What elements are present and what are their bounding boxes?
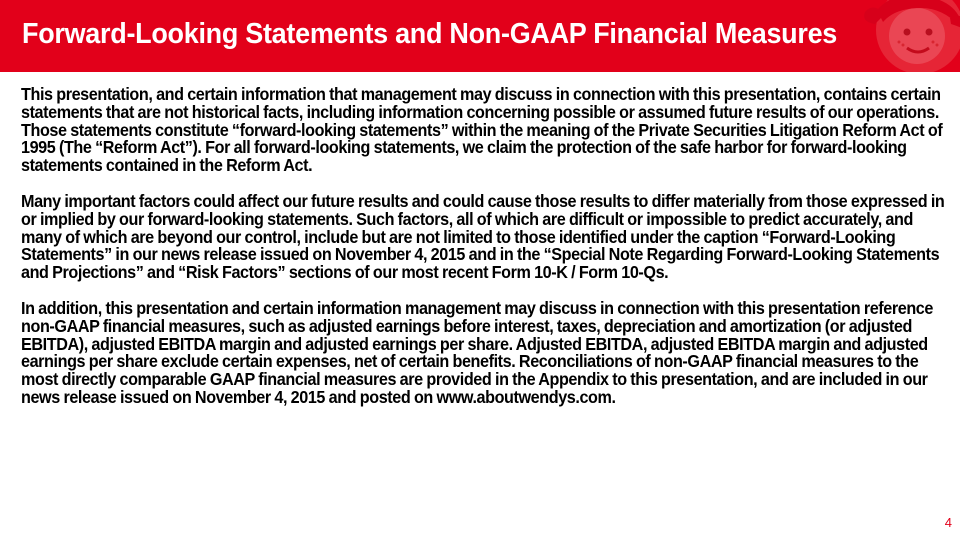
wendys-girl-logo-icon <box>825 0 960 72</box>
page-number: 4 <box>944 515 952 530</box>
page-title: Forward-Looking Statements and Non-GAAP Financial Measures <box>22 18 838 50</box>
disclaimer-body <box>21 86 956 425</box>
paragraph-non-gaap: In addition, this presentation and certain information management may discuss in connection with this presentation reference non-GAAP financial measures, such as adjusted earnings before interest, taxes, depreciation and amortization (or adjusted EBITDA), adjusted EBITDA margin and adjusted earnings per share. Adjusted EBITDA, adjusted EBITDA margin and adjusted earnings per share exclude certain expenses, net of certain benefits. Reconciliations of non-GAAP financial measures to the most directly comparable GAAP financial measures are provided in the Appendix to this presentation, and are included in our news release issued on November 4, 2015 and posted on www.aboutwendys.com. <box>21 297 933 407</box>
paragraph-risk-factors: Many important factors could affect our future results and could cause those results to differ materially from those expressed in or implied by our forward-looking statements. Such factors, all of which are difficult or impossible to predict accurately, and many of which are beyond our control, include but are not limited to those identified under the caption “Forward-Looking Statements” in our news release issued on November 4, 2015 and in the “Special Note Regarding Forward-Looking Statements and Projections” and “Risk Factors” sections of our most recent Form 10-K / Form 10-Qs. <box>21 190 945 283</box>
title-bar <box>0 0 960 72</box>
paragraph-forward-looking: This presentation, and certain information that management may discuss in connection with this presentation, contains certain statements that are not historical facts, including information concerning possible or assumed future results of our operations. Those statements constitute “forward-looking statements” within the meaning of the Private Securities Litigation Reform Act of 1995 (The “Reform Act”). For all forward-looking statements, we claim the protection of the safe harbor for forward-looking statements contained in the Reform Act. <box>21 84 943 176</box>
